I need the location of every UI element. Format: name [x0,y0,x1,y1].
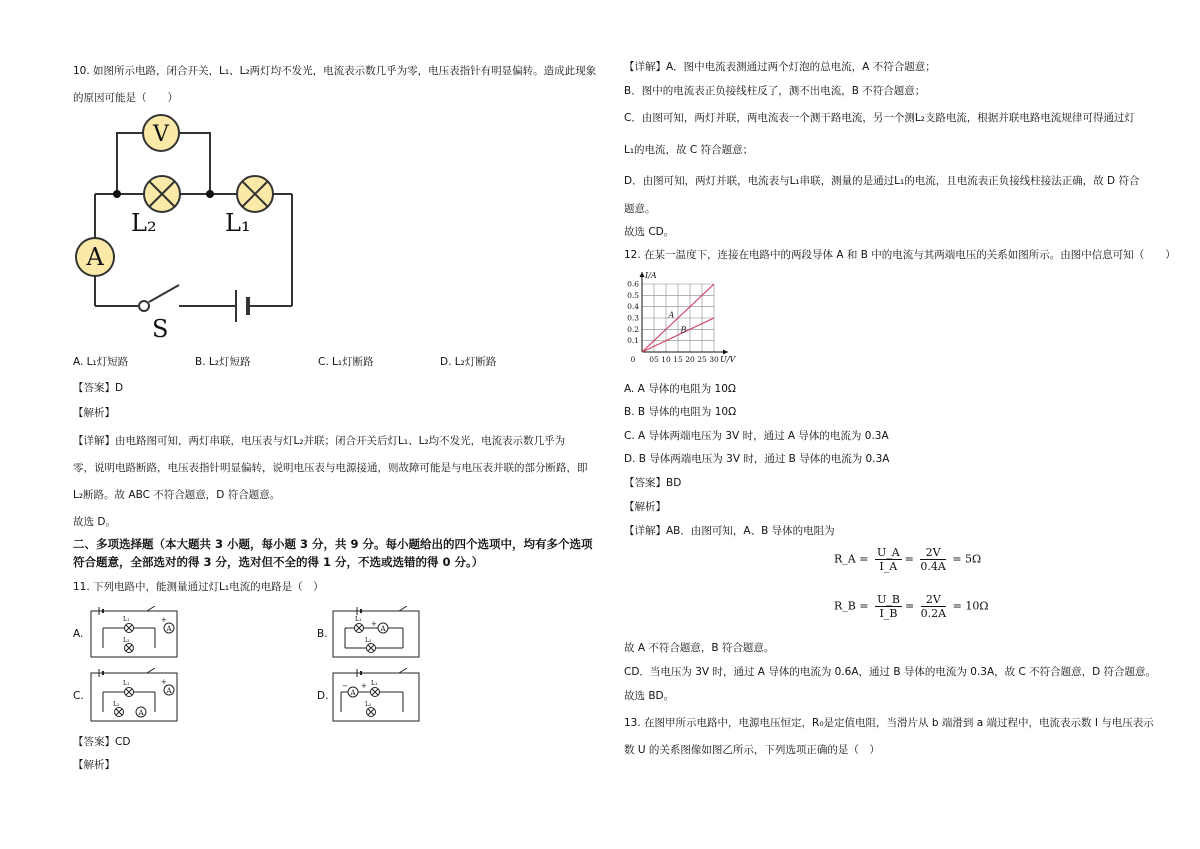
q12-cd-line: CD．当电压为 3V 时，通过 A 导体的电流为 0.6A，通过 B 导体的电流为 0.3A，故 C 不符合题意，D 符合题意。 [624,666,1157,678]
lamp-l2-label: L₂ [131,209,157,237]
ammeter-label: A [166,625,172,633]
formula-ra-rhs: = 5Ω [952,552,982,566]
q10-stem-line2: 的原因可能是（ ） [73,92,178,104]
q11-option-d-letter: D. [317,690,329,702]
series-label-a: A [668,310,675,320]
q11-detail-line2: B．图中的电流表正负接线柱反了，测不出电流，B 不符合题意； [624,85,926,97]
q11-answer: 【答案】CD [73,736,131,748]
q10-circuit-diagram [73,112,303,352]
plus-sign: + [361,682,367,690]
formula-rb-lhs: R_B = [834,599,869,613]
voltmeter-label: V [153,122,169,147]
ammeter-label: A [380,625,386,633]
x-axis-label: U/V [720,355,736,364]
battery-symbol [236,290,248,322]
q10-answer: 【答案】D [73,382,124,394]
formula-rb-den: I_B [879,607,898,620]
plus-sign: + [161,678,167,686]
x-tick-label: 10 [661,355,671,364]
q11-option-a-letter: A. [73,628,84,640]
switch-contact [139,301,149,311]
x-tick-label: 25 [697,355,707,364]
q13-stem-line2: 数 U 的关系图像如图乙所示，下列选项正确的是（ ） [624,744,880,756]
section2-heading-line1: 二、多项选择题（本大题共 3 小题，每小题 3 分，共 9 分。每小题给出的四个选项中，均有多个选项 [73,537,593,551]
lamp-l1-label: L₁ [225,209,251,237]
section2-heading-line2: 符合题意，全部选对的得 3 分，选对但不全的得 1 分，不选或选错的得 0 分。） [73,555,484,569]
q11-detail-line3: C．由图可知，两灯并联，两电流表一个测干路电流，另一个测L₂支路电流，根据并联电路电流规律可得通过灯 [624,112,1135,124]
q10-detail-line2: 零，说明电路断路，电压表指针明显偏转，说明电压表与电源接通，则故障可能是与电压表并联的部分断路，即 [73,462,588,474]
formula-rb-den2: 0.2A [920,607,947,620]
x-tick-label: 30 [709,355,719,364]
switch-label: S [152,315,169,343]
q12-iv-chart [624,266,774,376]
x-tick-label: 20 [685,355,695,364]
q10-option-d: D. L₂灯断路 [440,356,497,368]
q11-detail-line1: 【详解】A．图中电流表测通过两个灯泡的总电流，A 不符合题意； [624,61,936,73]
lamp-label: L₁ [123,616,130,623]
q11-circuit-d [331,668,423,724]
formula-ra: R_A = $\frac{U\_A}{I\_A}$ = $\frac{2V}{0.4A}$ = 5Ω [834,546,982,573]
y-tick-label: 0.3 [627,313,639,323]
q10-option-c: C. L₁灯断路 [318,356,374,368]
x-axis-arrow [723,350,728,355]
y-tick-label: 0.2 [627,324,639,334]
q10-stem-line1: 10. 如图所示电路，闭合开关，L₁、L₂两灯均不发光，电流表示数几乎为零，电压表指针有明显偏转。造成此现象 [73,65,597,77]
y-axis-label: I/A [645,271,657,280]
formula-rb-num: U_B [877,593,900,606]
formula-ra-lhs: R_A = [834,552,869,566]
q12-option-c: C. A 导体两端电压为 3V 时，通过 A 导体的电流为 0.3A [624,430,889,442]
voltmeter-symbol [143,115,179,151]
q11-circuit-b [331,606,423,660]
q10-detail-line3: L₂断路。故 ABC 不符合题意，D 符合题意。 [73,489,281,501]
formula-ra-num2: 2V [920,546,945,560]
y-tick-label: 0.1 [627,336,639,346]
q11-circuit-a [89,606,181,660]
q12-option-d: D. B 导体两端电压为 3V 时，通过 B 导体的电流为 0.3A [624,453,890,465]
x-tick-label: 05 [649,355,659,364]
q10-detail-line1: 【详解】由电路图可知，两灯串联，电压表与灯L₂并联；闭合开关后灯L₁、L₂均不发光，电流表示数几乎为 [73,435,566,447]
q11-detail-line6: 题意。 [624,203,656,215]
lamp-label: L₂ [365,637,372,644]
minus-sign: − [342,682,348,690]
x-tick-label: 0 [630,355,636,364]
series-label-b: B [680,325,687,335]
q12-after-formula: 故 A 不符合题意，B 符合题意。 [624,642,775,654]
q10-analysis-heading: 【解析】 [73,407,115,419]
lamp-label: L₁ [371,680,378,687]
q11-option-c-letter: C. [73,690,84,702]
lamp-label: L₂ [113,701,120,708]
q10-conclusion: 故选 D。 [73,516,116,528]
q11-detail-line5: D．由图可知，两灯并联，电流表与L₁串联，测量的是通过L₁的电流，且电流表正负接线柱接法正确，故 D 符合 [624,175,1140,187]
lamp-label: L₁ [355,616,362,623]
formula-rb-rhs: = 10Ω [952,599,989,613]
lamp-label: L₁ [123,680,130,687]
formula-rb-num2: 2V [921,593,946,607]
y-tick-label: 0.5 [627,290,639,300]
ammeter-label: A [166,687,172,695]
q12-stem: 12. 在某一温度下，连接在电路中的两段导体 A 和 B 中的电流与其两端电压的关系如图所示。由图中信息可知（ ） [624,249,1176,261]
ammeter-label: A [86,243,104,271]
formula-ra-den: I_A [879,560,898,573]
q11-conclusion: 故选 CD。 [624,226,675,238]
q12-detail-intro: 【详解】AB．由图可知，A、B 导体的电阻为 [624,525,835,537]
q11-detail-line4: L₁的电流，故 C 符合题意； [624,144,754,156]
plus-sign: + [161,616,167,624]
q11-analysis-heading: 【解析】 [73,759,115,771]
ammeter-symbol [76,238,114,276]
formula-ra-den2: 0.4A [920,560,946,573]
q12-option-b: B. B 导体的电阻为 10Ω [624,406,737,418]
junction-dot [113,190,121,198]
q11-stem: 11. 下列电路中，能测量通过灯L₁电流的电路是（ ） [73,581,324,593]
q12-analysis-heading: 【解析】 [624,501,666,513]
q11-circuit-c [89,668,181,724]
q12-conclusion: 故选 BD。 [624,690,675,702]
q10-option-b: B. L₂灯短路 [195,356,251,368]
q12-answer: 【答案】BD [624,477,682,489]
lamp-label: L₂ [365,701,372,708]
y-tick-label: 0.4 [627,302,639,312]
formula-rb: R_B = $\frac{U\_B}{I\_B}$ = $\frac{2V}{0.2A}$ = 10Ω [834,593,989,620]
ammeter-label: A [350,689,356,697]
q10-option-a: A. L₁灯短路 [73,356,129,368]
plus-sign: + [371,620,377,628]
lamp-label: L₂ [123,637,130,644]
ammeter-label: A [138,709,144,717]
formula-ra-num: U_A [876,546,900,559]
y-axis-arrow [640,272,645,277]
q13-stem-line1: 13. 在图甲所示电路中，电源电压恒定，R₀是定值电阻，当滑片从 b 端滑到 a 端过程中，电流表示数 I 与电压表示 [624,717,1154,729]
q12-option-a: A. A 导体的电阻为 10Ω [624,383,736,395]
y-tick-label: 0.6 [627,279,639,289]
q11-option-b-letter: B. [317,628,328,640]
lamp-l2-symbol [144,176,180,212]
x-tick-label: 15 [673,355,683,364]
junction-dot [206,190,214,198]
lamp-l1-symbol [237,176,273,212]
